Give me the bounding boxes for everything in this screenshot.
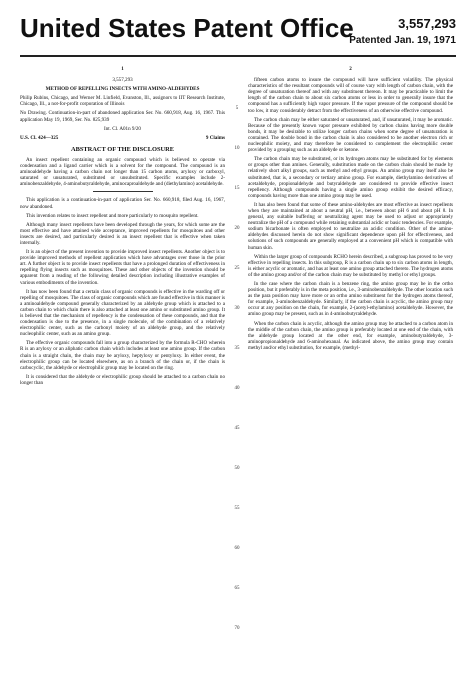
line-number: 10 [234, 146, 240, 151]
column-number: 1 [121, 66, 124, 72]
abstract-text: An insect repellent containing an organic compound which is believed to operate via condensation and a ligand carrier which is a solvent for the compound. The compound is an aminoaldehyde having a carbon chain not longer than 15 carbon atoms, aryloxy or carboxyl, saturated or unsaturated, substituted or unsubstituted. Specific examples include 2-aminobenzaldehyde, 4-aminobutyraldehyde, aminocaproaldehyde and (diethylamino) acetaldehyde. [20, 156, 225, 188]
paragraph: When the carbon chain is acyclic, although the amino group may be attached to a carbon atom in the middle of the carbon chain, the amino group is preferably located at one end of the chain, with the aldehyde group located at the other end, for example, aminobutyraldehyde, 3-aminopropionaldehyde and 6-aminohexanal. As indicated above, the amino group may contain methyl and/or ethyl substitution, for example, (methyl- [248, 320, 453, 351]
paragraph: Within the larger group of compounds RCHO herein described, a subgroup has proved to be very effective in repelling insects. In this subgroup, R is a carbon chain up to six carbon atoms in length, is either acyclic or aromatic, and has at least one amino group attached thereto. The hydrogen atoms of the amino group and/or of the carbon chain may be substituted by methyl or ethyl groups. [248, 253, 453, 278]
paragraph: In the case where the carbon chain is a benzene ring, the amino group may be in the ortho position, but it preferably is in the meta position, i.e., 3-aminobenzaldehyde. The other location such as the para position may have more or an ortho amino substituent for the hydrogen atoms thereof, for example, 3-aminobenzaldehyde. Similarly, if the carbon chain is acyclic, the amino group may occur at any position on the chain, for example, 2-(acetyl-ethylamino) acetaldehyde. However, the amino group may be present, such as in 4-aminobutyraldehyde. [248, 281, 453, 318]
line-number: 15 [234, 186, 240, 191]
line-number: 60 [234, 546, 240, 551]
line-numbers [229, 66, 245, 688]
filing-info: No Drawing. Continuation-in-part of abandoned application Ser. No. 660,918, Aug. 16, 1967. This application May 19, 1969, Ser. No. 825,939 [20, 110, 225, 123]
line-number: 20 [234, 226, 240, 231]
paragraph: It has now been found that a certain class of organic compounds is effective in the warding off or repelling of mosquitoes. The class of organic compounds which are found effective in this manner is a aminoaldehyde compound generally characterized by an aldehyde group which is attached to a carbon chain to which chain there is also attached at least one amino or substituted amino group. It is believed that the mechanism of repellency is the condensation of these compounds, and that the condensation is due to the presence, in a single molecule, of the combination of a relatively electrophilic center, such as the carbonyl moiety of an aldehyde group, and the relatively nucleophilic center, such as an amino group. [20, 288, 225, 338]
line-number: 55 [234, 506, 240, 511]
line-number: 25 [234, 266, 240, 271]
paragraph: It is an object of the present invention to provide improved insect repellents. Another object is to provide improved methods of repellent application which have advantages over those in the prior art. A further object is to provide insect repellents that have a prolonged duration of effectiveness in repelling flying insects such as mosquitoes. These and other objects of the invention should be apparent from a reading of the following detailed description including illustrative examples of various embodiments of the invention. [20, 249, 225, 286]
line-number: 70 [234, 626, 240, 631]
front-patent-number: 3,557,293 [112, 77, 133, 84]
right-column [248, 66, 453, 688]
line-number: 45 [234, 426, 240, 431]
abstract-heading: ABSTRACT OF THE DISCLOSURE [70, 145, 175, 153]
patent-title: METHOD OF REPELLING INSECTS WITH AMINO-ALDEHYDES [45, 86, 200, 93]
line-number: 40 [234, 386, 240, 391]
paragraph: The carbon chain may be substituted, or its hydrogen atoms may be substituted for by elements or groups other than amines. Generally, substitution made on the carbon chain should be made by relatively short alkyl groups, such as methyl and ethyl groups. An amino group may itself also be substituted, that is, a secondary or tertiary amino group. For example, diethylamino derivatives of acetaldehyde, propionaldehyde and butyraldehyde are considered to provide effective insect repellency. Although compounds having a single amino group exhibit the desired efficacy, compounds having more than one amino group may be used. [248, 156, 453, 199]
paragraph: This application is a continuation-in-part of application Ser. No. 660,918, filed Aug. 16, 1967, now abandoned. [20, 197, 225, 210]
header-rule [20, 55, 456, 57]
patent-date: Patented Jan. 19, 1971 [349, 35, 456, 46]
claims-line [20, 135, 225, 141]
us-classification: U.S. Cl. 424—325 [20, 134, 59, 141]
line-number: 50 [234, 466, 240, 471]
paragraph: Although many insect repellents have been developed through the years, for which some are the most effective and have attained wide acceptance, improved repellents for mosquitoes and other insects are desired, and particularly desired is an insect repellent that is effective when taken internally. [20, 221, 225, 246]
line-number: 30 [234, 306, 240, 311]
left-column [20, 66, 225, 688]
line-number: 5 [235, 106, 239, 111]
abstract-separator [93, 191, 153, 192]
paragraph: It is considered that the aldehyde or electrophilic group should be attached to a carbon chain no longer than [20, 373, 225, 386]
column-number: 2 [349, 66, 352, 72]
patent-number: 3,557,293 [398, 16, 456, 31]
paragraph: It has also been found that some of these amino-aldehydes are most effective as insect repellents when they are maintained at about a neutral pH, i.e., between about pH 6 and about pH 8. In general, any suitable buffering or neutralizing agent may be used to adjust or appropriately neutralize the pH of a compound while retaining substantial acidic or basic tendencies. For example, sodium bicarbonate is often employed to neutralize an acidic condition. Other of the amino-aldehydes discussed herein do not show significant dependence upon pH for effectiveness, and solutions of such compounds are generally employed at a convenient pH which is compatible with human skin. [248, 201, 453, 251]
line-number: 35 [234, 346, 240, 351]
paragraph: The carbon chain may be either saturated or unsaturated, and, if unsaturated, it may be aromatic. Because of the presently known vapor pressure exhibited by carbon chains having more double bonds, it may be desirable to utilize longer carbon chains when some degree of unsaturation is contained. The double bond in the carbon chain is also considered to be another electron rich or nucleophilic moiety, and may therefore be considered to complement the electrophilic center provided by a grouping such as an aldehyde or ketone. [248, 116, 453, 154]
line-number: 65 [234, 586, 240, 591]
inventors: Philip Rubins, Chicago, and Werner M. Linfield, Evanston, Ill., assignors to IIT Research Institute, Chicago, Ill., a not-for-profit corporation of Illinois [20, 95, 225, 108]
paragraph: fifteen carbon atoms to insure the compound will have sufficient volatility. The physical characteristics of the resultant compounds will of course vary with length of carbon chain, with the degree of unsaturation thereof and with any substituent thereon. It may be practicable to limit the length of the carbon chain to about six carbon atoms or less in order to generally insure that the compound has a sufficiently high vapor pressure. If the vapor pressure of the compound should be too low, it may considerably detract from the effectiveness of an otherwise effective compound. [248, 77, 453, 114]
paragraph: This invention relates to insect repellent and more particularly to mosquito repellent. [26, 212, 199, 219]
claims-count: 9 Claims [205, 134, 225, 141]
office-title: United States Patent Office [20, 13, 354, 43]
paragraph: The effective organic compounds fall into a group characterized by the formula R-CHO wherein R is an aryloxy or an aliphatic carbon chain which includes at least one amino group. If the carbon chain is a straight chain, the chain may be aryloxy, heptyloxy or pentyloxy. In either event, the electrophilic group can be located elsewhere, as on a branch of the chain or, if the chain is carbocyclic, the aldehyde or electrophilic group may be located on the ring. [20, 340, 225, 371]
classification: Int. Cl. A01n 9/20 [104, 125, 141, 132]
